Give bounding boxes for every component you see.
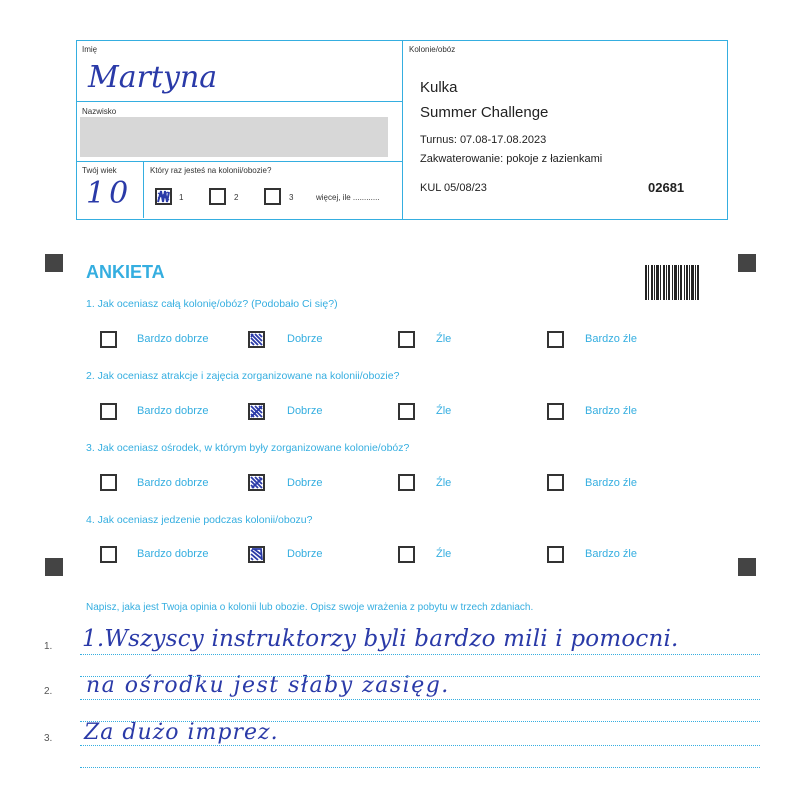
scribble-mark xyxy=(250,476,263,489)
q2-label-dobrze: Dobrze xyxy=(287,405,323,417)
q3-checkbox-dobrze[interactable] xyxy=(248,474,265,491)
name-handwritten: Martyna xyxy=(88,60,218,95)
opinion-prompt: Napisz, jaka jest Twoja opinia o kolonii lub obozie. Opisz swoje wrażenia z pobytu w trzech zdaniach. xyxy=(86,602,534,613)
camp-program: Summer Challenge xyxy=(420,104,549,121)
question-3: 3. Jak oceniasz ośrodek, w którym były zorganizowane kolonie/obóz? xyxy=(86,442,410,454)
question-4: 4. Jak oceniasz jedzenie podczas kolonii/obozu? xyxy=(86,514,313,526)
q3-label-dobrze: Dobrze xyxy=(287,477,323,489)
q4-checkbox-bardzo-dobrze[interactable] xyxy=(100,546,117,563)
q1-label-bardzo-dobrze: Bardzo dobrze xyxy=(137,333,209,345)
writing-line-2a xyxy=(80,699,760,700)
q4-checkbox-dobrze[interactable] xyxy=(248,546,265,563)
writing-line-2b xyxy=(80,721,760,722)
times-option-1: 1 xyxy=(179,193,184,202)
registration-marker-bottom-right xyxy=(738,558,756,576)
barcode-graphic xyxy=(645,265,699,300)
age-handwritten: 10 xyxy=(86,176,133,211)
q3-label-bardzo-dobrze: Bardzo dobrze xyxy=(137,477,209,489)
age-label: Twój wiek xyxy=(82,166,117,175)
question-2: 2. Jak oceniasz atrakcje i zajęcia zorganizowane na kolonii/obozie? xyxy=(86,370,400,382)
name-label: Imię xyxy=(82,45,98,54)
surname-label: Nazwisko xyxy=(82,107,117,116)
q4-label-bardzo-dobrze: Bardzo dobrze xyxy=(137,548,209,560)
writing-line-3b xyxy=(80,767,760,768)
opinion-line-2[interactable]: na ośrodku jest słaby zasięg. xyxy=(86,673,450,698)
q3-checkbox-bardzo-dobrze[interactable] xyxy=(100,474,117,491)
q3-label-bardzo-zle: Bardzo źle xyxy=(585,477,637,489)
camp-name: Kulka xyxy=(420,79,458,96)
q3-label-zle: Źle xyxy=(436,477,452,489)
camp-code: KUL 05/08/23 xyxy=(420,182,487,194)
q2-label-zle: Źle xyxy=(436,405,452,417)
q4-checkbox-bardzo-zle[interactable] xyxy=(547,546,564,563)
q2-checkbox-bardzo-dobrze[interactable] xyxy=(100,403,117,420)
age-divider xyxy=(143,161,144,218)
q2-label-bardzo-zle: Bardzo źle xyxy=(585,405,637,417)
times-checkbox-1[interactable] xyxy=(155,188,172,205)
q2-checkbox-zle[interactable] xyxy=(398,403,415,420)
surname-redaction xyxy=(80,117,388,157)
barcode xyxy=(645,265,699,300)
q1-label-zle: Źle xyxy=(436,333,452,345)
turnus: Turnus: 07.08-17.08.2023 xyxy=(420,134,547,146)
times-checkbox-2[interactable] xyxy=(209,188,226,205)
q4-label-dobrze: Dobrze xyxy=(287,548,323,560)
name-divider xyxy=(76,101,402,102)
q1-label-dobrze: Dobrze xyxy=(287,333,323,345)
opinion-line-1[interactable]: 1.Wszyscy instruktorzy byli bardzo mili i pomocni. xyxy=(82,626,679,652)
line-number-1: 1. xyxy=(44,641,53,652)
accommodation: Zakwaterowanie: pokoje z łazienkami xyxy=(420,153,603,165)
q2-checkbox-dobrze[interactable] xyxy=(248,403,265,420)
writing-line-3a xyxy=(80,745,760,746)
scribble-mark xyxy=(250,405,263,418)
q1-label-bardzo-zle: Bardzo źle xyxy=(585,333,637,345)
survey-title: ANKIETA xyxy=(86,262,165,282)
writing-line-1a xyxy=(80,654,760,655)
registration-marker-top-right xyxy=(738,254,756,272)
q4-label-zle: Źle xyxy=(436,548,452,560)
registration-marker-top-left xyxy=(45,254,63,272)
question-1: 1. Jak oceniasz całą kolonię/obóz? (Podobało Ci się?) xyxy=(86,298,338,310)
times-option-3: 3 xyxy=(289,193,294,202)
line-number-2: 2. xyxy=(44,686,53,697)
form-number: 02681 xyxy=(648,180,685,195)
q1-checkbox-bardzo-zle[interactable] xyxy=(547,331,564,348)
writing-line-1b xyxy=(80,676,760,677)
times-label: Który raz jesteś na kolonii/obozie? xyxy=(150,166,272,175)
header-divider xyxy=(402,40,403,219)
scribble-mark xyxy=(157,190,170,203)
q3-checkbox-zle[interactable] xyxy=(398,474,415,491)
scribble-mark xyxy=(250,333,263,346)
surname-divider xyxy=(76,161,402,162)
q1-checkbox-bardzo-dobrze[interactable] xyxy=(100,331,117,348)
q2-checkbox-bardzo-zle[interactable] xyxy=(547,403,564,420)
q4-checkbox-zle[interactable] xyxy=(398,546,415,563)
registration-marker-bottom-left xyxy=(45,558,63,576)
times-more: więcej, ile ............ xyxy=(316,193,380,202)
opinion-line-3[interactable]: Za dużo imprez. xyxy=(84,720,279,745)
q4-label-bardzo-zle: Bardzo źle xyxy=(585,548,637,560)
q2-label-bardzo-dobrze: Bardzo dobrze xyxy=(137,405,209,417)
q1-checkbox-zle[interactable] xyxy=(398,331,415,348)
line-number-3: 3. xyxy=(44,733,53,744)
q3-checkbox-bardzo-zle[interactable] xyxy=(547,474,564,491)
scribble-mark xyxy=(250,548,263,561)
times-checkbox-3[interactable] xyxy=(264,188,281,205)
camp-label: Kolonie/obóz xyxy=(409,45,456,54)
q1-checkbox-dobrze[interactable] xyxy=(248,331,265,348)
times-option-2: 2 xyxy=(234,193,239,202)
